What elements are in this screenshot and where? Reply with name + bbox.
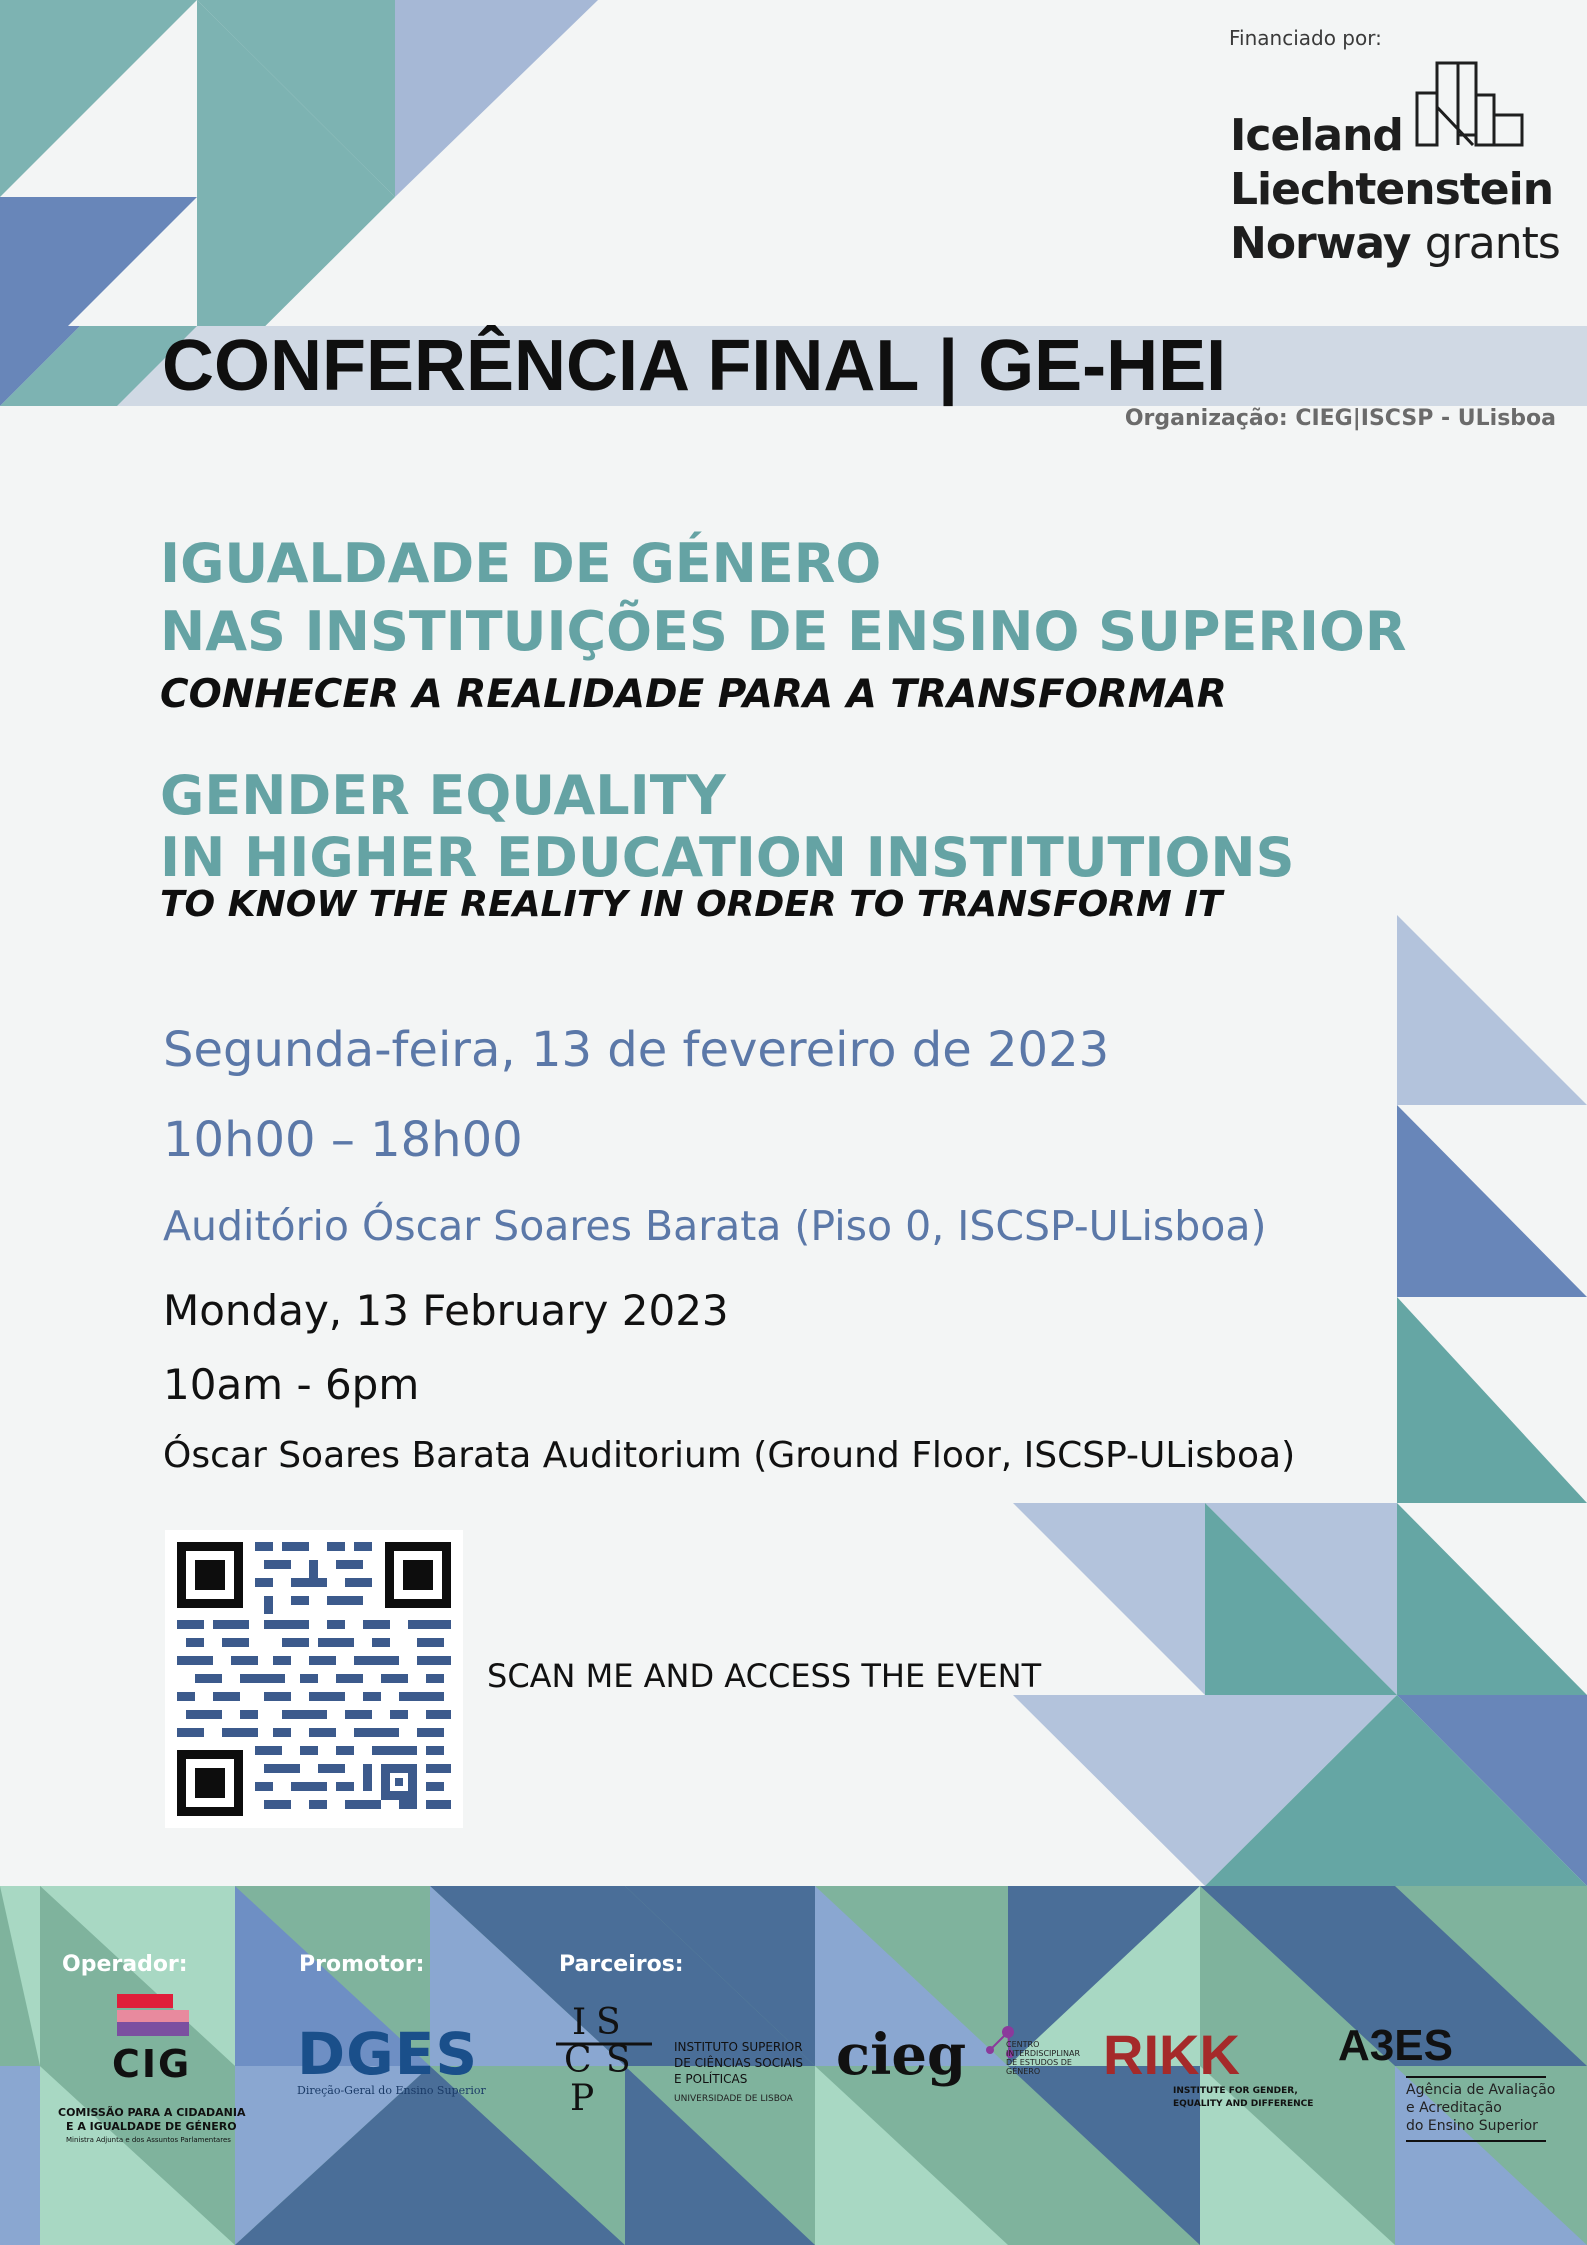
- a3es-rule-top: [1406, 2076, 1546, 2078]
- svg-text:I: I: [572, 2002, 587, 2043]
- eea-grants-logo: [1230, 55, 1560, 275]
- cieg-line2: INTERDISCIPLINAR: [1006, 2049, 1081, 2058]
- cieg-line4: GÉNERO: [1006, 2067, 1041, 2076]
- cig-line3: Ministra Adjunta e dos Assuntos Parlamentares: [66, 2136, 231, 2144]
- logo-grants: grants: [1424, 218, 1560, 269]
- iscsp-line4: UNIVERSIDADE DE LISBOA: [674, 2094, 793, 2104]
- operator-label: Operador:: [62, 1952, 188, 1977]
- event-venue-en: Óscar Soares Barata Auditorium (Ground Floor, ISCSP-ULisboa): [163, 1435, 1296, 1476]
- cieg-name: cieg: [836, 2022, 967, 2088]
- a3es-logo: [1338, 2022, 1558, 2152]
- cieg-line3: DE ESTUDOS DE: [1006, 2058, 1072, 2067]
- pt-title-line1: IGUALDADE DE GÉNERO: [160, 532, 882, 595]
- rikk-line1: INSTITUTE FOR GENDER,: [1173, 2086, 1298, 2096]
- event-time-en: 10am - 6pm: [163, 1360, 420, 1409]
- svg-text:C: C: [564, 2040, 592, 2081]
- en-subtitle: TO KNOW THE REALITY IN ORDER TO TRANSFORM IT: [160, 884, 1223, 925]
- dges-logo: [297, 2020, 507, 2104]
- cig-stripe-pink: [117, 2010, 189, 2022]
- cieg-logo: [836, 2022, 1081, 2094]
- organization-label: Organização: CIEG|ISCSP - ULisboa: [1124, 406, 1556, 431]
- a3es-rule-bottom: [1406, 2140, 1546, 2142]
- svg-text:S: S: [606, 2040, 631, 2081]
- dges-name: DGES: [297, 2020, 479, 2088]
- en-title-line1: GENDER EQUALITY: [160, 764, 726, 827]
- iscsp-monogram: [556, 2000, 656, 2118]
- promoter-label: Promotor:: [299, 1952, 425, 1977]
- right-pattern: [1013, 915, 1587, 1886]
- a3es-line3: do Ensino Superior: [1406, 2118, 1538, 2134]
- event-date-en: Monday, 13 February 2023: [163, 1286, 729, 1335]
- cig-stripe-red: [117, 1994, 173, 2008]
- cig-name: CIG: [112, 2042, 192, 2086]
- logo-line-liechtenstein: Liechtenstein: [1230, 164, 1554, 215]
- cig-logo: [56, 1994, 256, 2154]
- conference-title: CONFERÊNCIA FINAL | GE-HEI: [162, 326, 1227, 406]
- logo-norway: Norway: [1230, 218, 1411, 269]
- iscsp-line2: DE CIÊNCIAS SOCIAIS: [674, 2056, 804, 2070]
- qr-code-image: [165, 1530, 463, 1828]
- rikk-logo: [1103, 2023, 1323, 2116]
- iscsp-line3: E POLÍTICAS: [674, 2072, 748, 2086]
- iscsp-logo: [556, 2000, 816, 2118]
- rikk-line2: EQUALITY AND DIFFERENCE: [1173, 2099, 1314, 2109]
- event-time-pt: 10h00 – 18h00: [163, 1112, 523, 1168]
- event-date-pt: Segunda-feira, 13 de fevereiro de 2023: [163, 1022, 1110, 1078]
- iscsp-line1: INSTITUTO SUPERIOR: [674, 2040, 803, 2054]
- a3es-name: A3ES: [1338, 2021, 1453, 2070]
- a3es-line2: e Acreditação: [1406, 2100, 1502, 2116]
- event-venue-pt: Auditório Óscar Soares Barata (Piso 0, ISCSP-ULisboa): [163, 1202, 1267, 1250]
- funded-by-label: Financiado por:: [1229, 26, 1382, 50]
- cig-line1: COMISSÃO PARA A CIDADANIA: [58, 2106, 246, 2119]
- cig-stripe-purple: [117, 2022, 189, 2036]
- eea-grants-icon: [1413, 55, 1533, 150]
- partners-label: Parceiros:: [559, 1952, 684, 1977]
- cieg-line1: CENTRO: [1006, 2040, 1040, 2049]
- logo-line-iceland: Iceland: [1230, 110, 1403, 161]
- rikk-name: RIKK: [1103, 2023, 1240, 2086]
- svg-text:S: S: [596, 2002, 621, 2043]
- dges-caption: Direção-Geral do Ensino Superior: [297, 2084, 486, 2097]
- qr-code[interactable]: [165, 1530, 463, 1828]
- a3es-line1: Agência de Avaliação: [1406, 2082, 1556, 2098]
- pt-title-line2: NAS INSTITUIÇÕES DE ENSINO SUPERIOR: [160, 600, 1407, 663]
- svg-text:P: P: [570, 2078, 595, 2118]
- pt-subtitle: CONHECER A REALIDADE PARA A TRANSFORMAR: [160, 672, 1227, 717]
- cig-line2: E A IGUALDADE DE GÉNERO: [66, 2120, 237, 2133]
- logo-line-norway: [1230, 217, 1560, 271]
- en-title-line2: IN HIGHER EDUCATION INSTITUTIONS: [160, 826, 1295, 889]
- qr-caption: SCAN ME AND ACCESS THE EVENT: [487, 1657, 1042, 1695]
